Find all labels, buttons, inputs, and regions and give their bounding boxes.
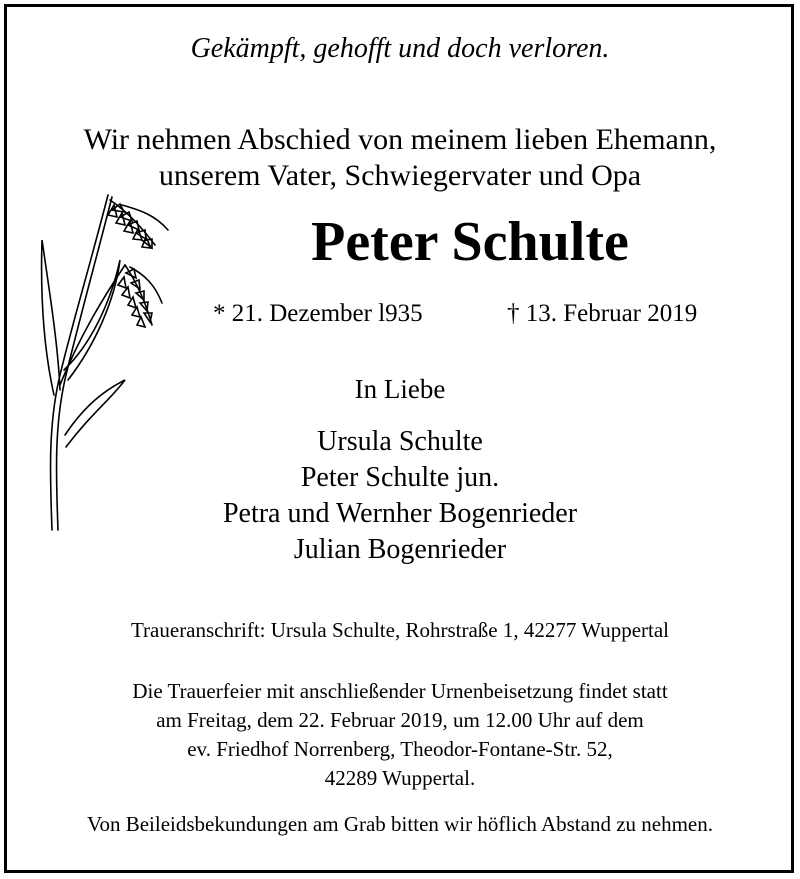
family-list [0,424,800,568]
mourning-address: Traueranschrift: Ursula Schulte, Rohrstraße 1, 42277 Wuppertal [130,618,670,642]
family-member: Petra und Wernher Bogenrieder [222,498,578,529]
ceremony-line: ev. Friedhof Norrenberg, Theodor-Fontane-Str. 52, [187,737,613,761]
ceremony-line: Die Trauerfeier mit anschließender Urnenbeisetzung findet statt [132,679,668,703]
family-member: Ursula Schulte [317,426,483,457]
family-member: Julian Bogenrieder [293,534,507,565]
ceremony-line: 42289 Wuppertal. [324,766,476,790]
intro-text [0,122,800,194]
deceased-name: Peter Schulte [311,211,629,273]
intro-line-2: unserem Vater, Schwiegervater und Opa [158,159,642,192]
family-member: Peter Schulte jun. [300,462,500,493]
in-liebe-heading: In Liebe [354,374,446,404]
ceremony-details [0,677,800,793]
death-date: † 13. Februar 2019 [507,300,698,327]
motto: Gekämpft, gehofft und doch verloren. [190,33,610,64]
intro-line-1: Wir nehmen Abschied von meinem lieben Ehemann, [83,123,717,156]
birth-date: * 21. Dezember l935 [213,300,423,327]
ceremony-line: am Freitag, dem 22. Februar 2019, um 12.00 Uhr auf dem [156,708,644,732]
closing-note: Von Beileidsbekundungen am Grab bitten wir höflich Abstand zu nehmen. [87,812,713,836]
